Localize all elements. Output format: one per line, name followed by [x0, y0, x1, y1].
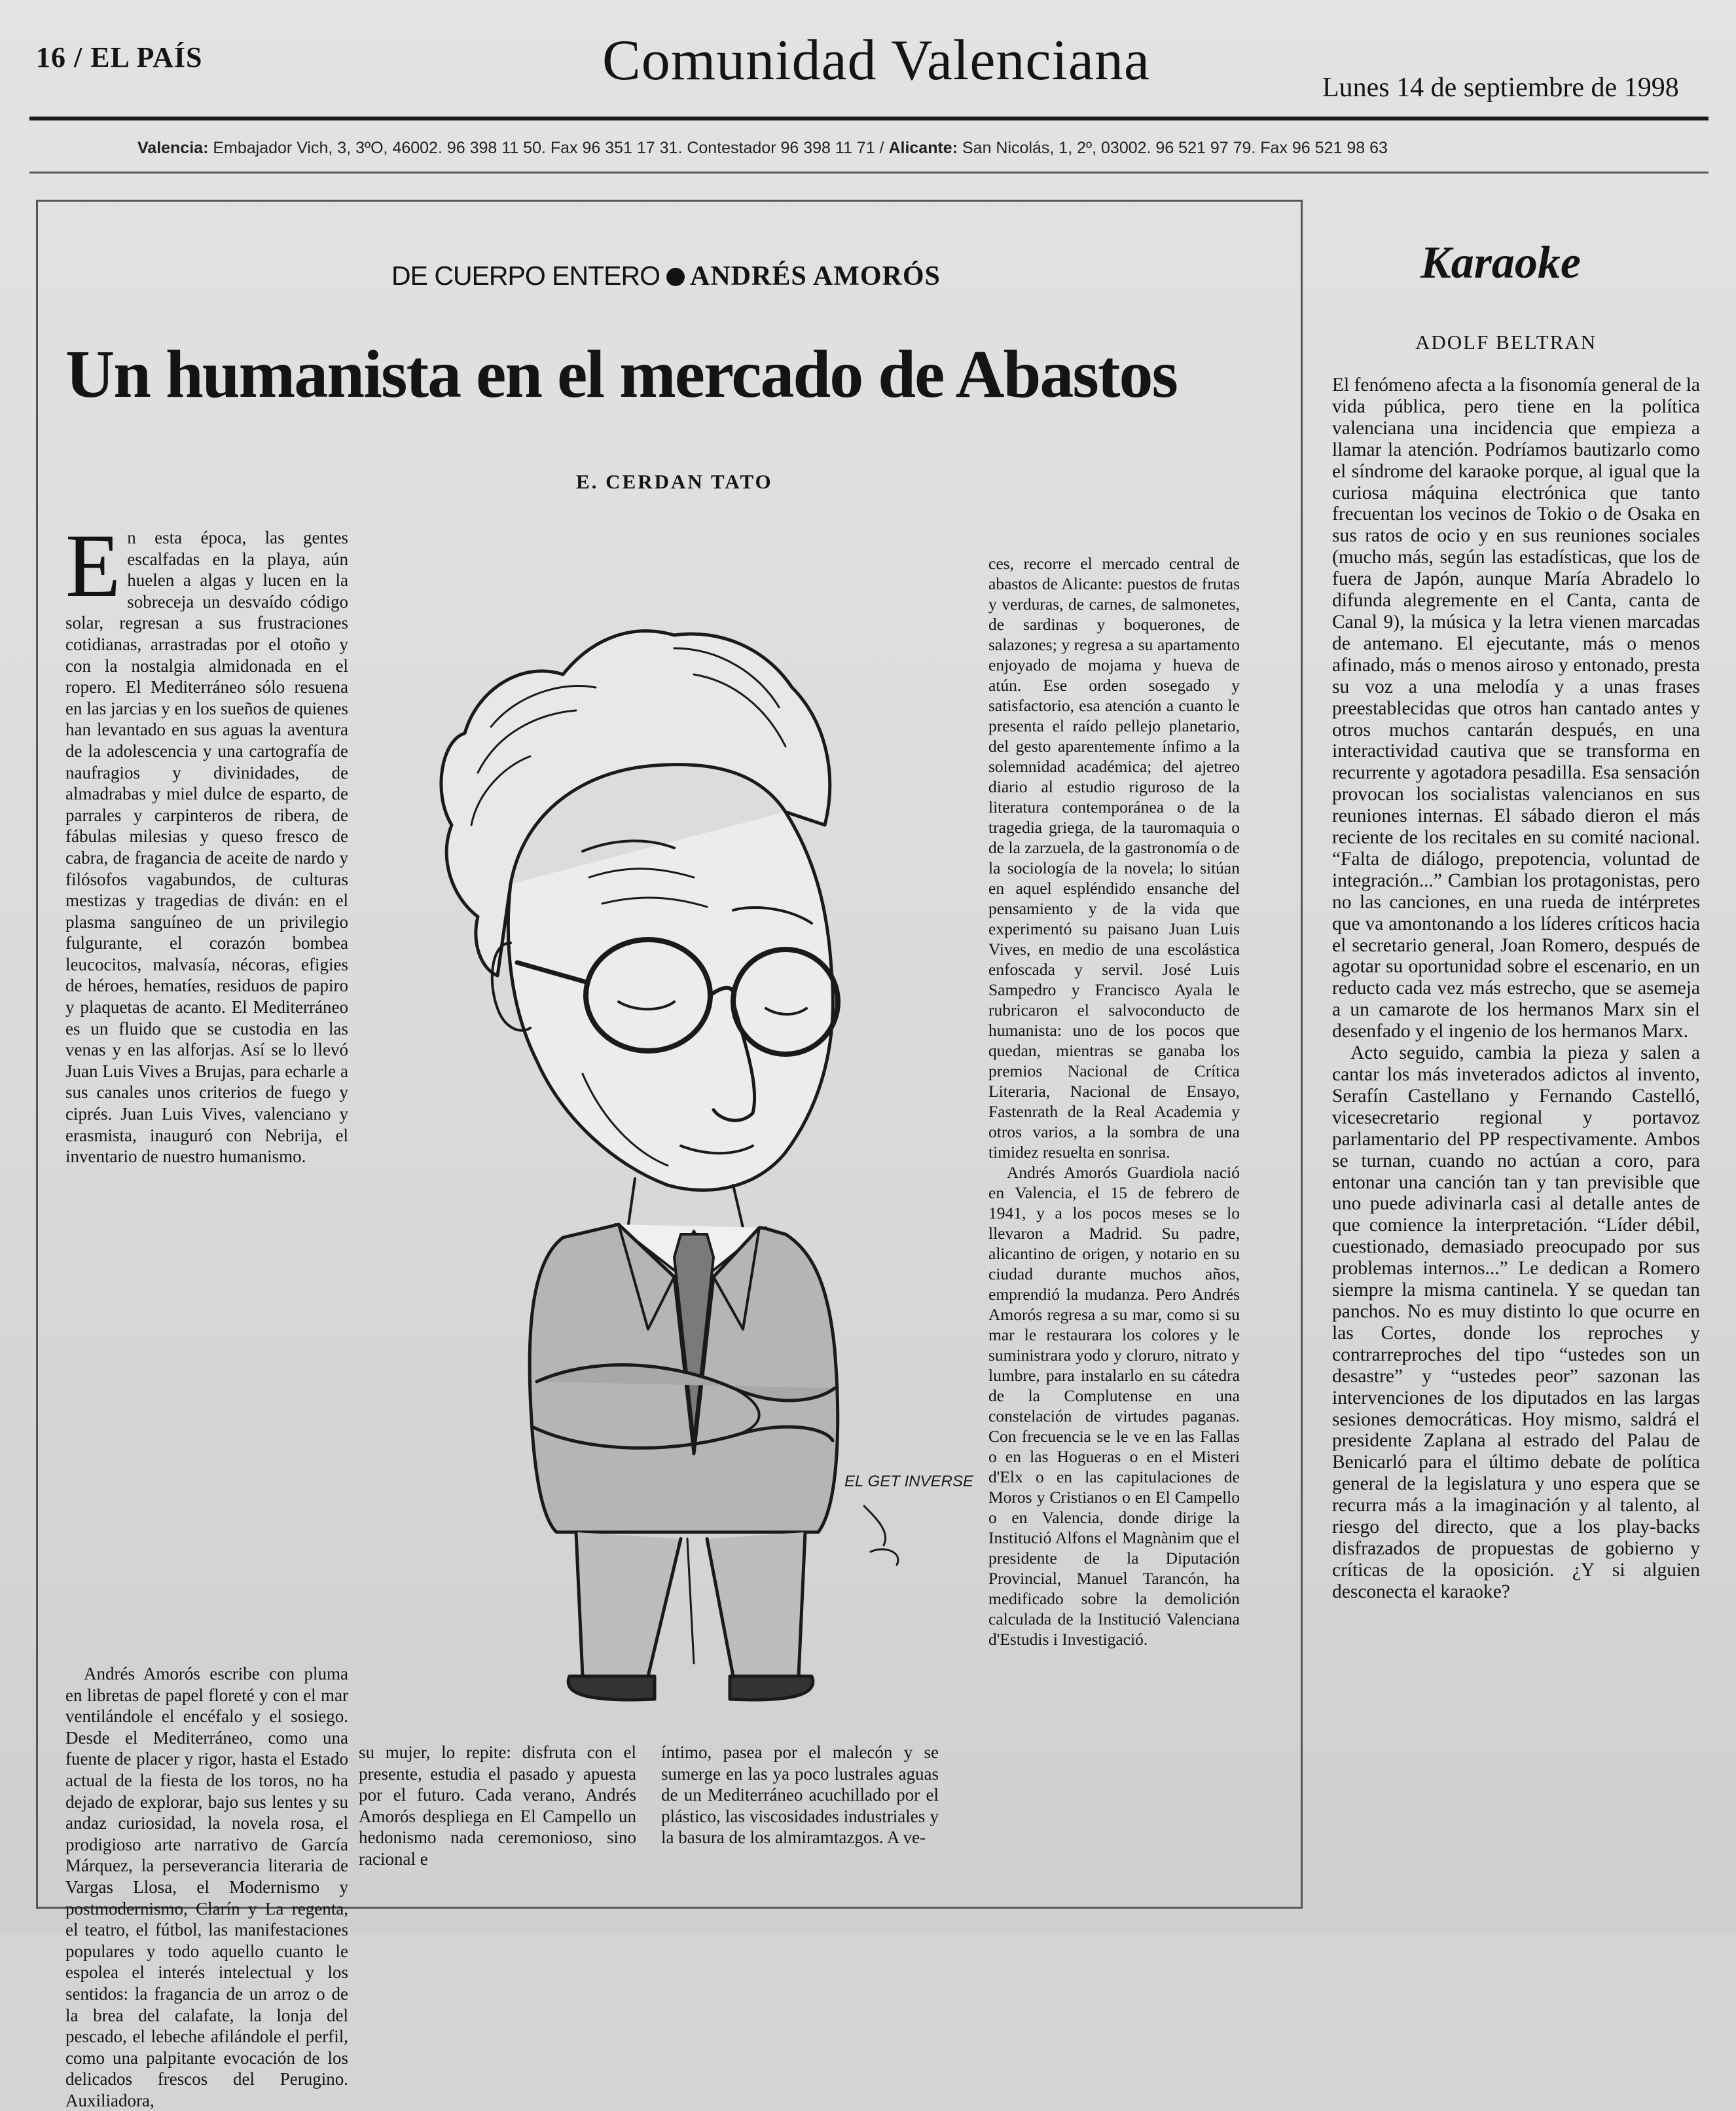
masthead-rule [29, 117, 1709, 120]
article-paragraph-6: Andrés Amorós Guardiola nació en Valencia, el 15 de febrero de 1941, y a los pocos meses se lo llevaron a Madrid. Su padre, alicantino de origen, y notario en su ciudad durante muchos años, emprendió la mudanza. Pero Andrés Amorós regresa a su mar, como si su mar le restaurara los colores y le suministrara yodo y cloruro, nitrato y lumbre, para instalarlo en su cátedra de la Complutense en una constelación de virtudes paganas. Con frecuencia se le ve en las Fallas o en las Hogueras o en el Misteri d'Elx o en las capitulaciones de Moros y Cristianos o en El Campello o en Valencia, donde dirige la Institució Alfons el Magnànim que el presidente de la Diputación Provincial, Manuel Tarancón, ha medificado sobre la demolición calculada de la Institució Valenciana d'Estudis i Investigació. [988, 1163, 1240, 1649]
sidebar-byline: ADOLF BELTRAN [1415, 331, 1597, 354]
contact-alicante: San Nicolás, 1, 2º, 03002. 96 521 97 79. Fax 96 521 98 63 [962, 139, 1388, 157]
kicker-section: DE CUERPO ENTERO [391, 261, 660, 291]
section-title: Comunidad Valenciana [602, 29, 1151, 92]
caricature-illustration [367, 576, 975, 1709]
article-byline: E. CERDAN TATO [576, 470, 773, 493]
article-paragraph-1: n esta época, las gentes escalfadas en la playa, aún huelen a algas y lucen en la sobreceja un desvaído código solar, regresan a sus frustraciones cotidianas, arrastradas por el otoño y con la nostalgia almidonada en el ropero. El Mediterráneo sólo resuena en las jarcias y en los sueños de quienes han levantado en sus aguas la aventura de la adolescencia y una cartografía de naufragios y divinidades, de almadrabas y miel dulce de esparto, de parrales y carpinteros de ribera, de fábulas milesias y queso fresco de cabra, de fragancia de aceite de nardo y filósofos vagabundos, de culturas mestizas y tragedias de diván: en el plasma sanguíneo de un privilegio fulgurante, el corazón bombea leucocitos, malvasía, nécoras, efigies de héroes, hematíes, residuos de papiro y plaquetas de acanto. El Mediterráneo es un fluido que se custodia en las venas y en las alforjas. Así se lo llevó Juan Luis Vives a Brujas, para echarle a sus canales unos criterios de fuego y ciprés. Juan Luis Vives, valenciano y erasmista, inauguró con Nebrija, el inventario de nuestro humanismo. [65, 528, 348, 1167]
kicker-name: ANDRÉS AMORÓS [690, 261, 941, 291]
contact-valencia-label: Valencia: [137, 139, 209, 157]
contact-line [137, 139, 1388, 158]
article-column-1-continued [65, 1663, 348, 2110]
bullet-icon [666, 268, 685, 286]
sidebar-paragraph-1: El fenómeno afecta a la fisonomía general de la vida pública, pero tiene en la política valenciana una incidencia que empieza a llamar la atención. Podríamos bautizarlo como el síndrome del karaoke porque, al igual que la curiosa máquina electrónica que tanto frecuentan los vecinos de Tokio o de Osaka en sus ratos de ocio y en sus reuniones sociales (mucho más, según las estadísticas, que los de fuera de Japón, aunque María Abradelo lo difunda alegremente en el Canta, canta de Canal 9), la música y la letra vienen marcadas de antemano. El ejecutante, más o menos afinado, más o menos airoso y entonado, presta su voz a una melodía y a unas frases preestablecidas que otros han cantado antes y otros muchos cantarán después, en una interactividad cautiva que se transforma en recurrente y agotadora pesadilla. Esa sensación provocan los socialistas valencianos en sus reuniones internas. El sábado dieron el más reciente de los recitales en su comité nacional. “Falta de diálogo, prepotencia, voluntad de integración...” Cambian los protagonistas, pero no las canciones, en una rueda de intérpretes que va amontonando a los líderes críticos hacia el secretario general, Joan Romero, después de agotar su oportunidad sobre el escenario, en un reducto cada vez más estrecho, que se asemeja a un camarote de los hermanos Marx sin el desenfado y el ingenio de los hermanos Marx. [1332, 375, 1700, 1042]
sidebar-title: Karaoke [1420, 238, 1581, 288]
illustration-signature: EL GET INVERSE [844, 1473, 973, 1490]
article-kicker [391, 261, 941, 292]
article-paragraph-4: íntimo, pasea por el malecón y se sumerge en las ya poco lustrales aguas de un Mediterráneo acuchillado por el plástico, las viscosidades industriales y la basura de los almiramtazgos. A ve- [661, 1742, 939, 1848]
article-paragraph-5: ces, recorre el mercado central de abastos de Alicante: puestos de frutas y verduras, de carnes, de salmonetes, de sardinas y boquerones, de salazones; y regresa a su apartamento enjoyado de mojama y hueva de atún. Ese orden sosegado y satisfactorio, esa atención a cuanto le presenta el raído pellejo planetario, del gesto aparentemente ínfimo a la solemnidad académica; del ajetreo diario al estudio riguroso de la literatura contemporánea o de la tragedia griega, de la tauromaquia o de la zarzuela, de la gastronomía o de la sociología de la novela; lo sitúan en aquel espléndido ensanche del pensamiento y de la vida que experimentó su paisano Juan Luis Vives, en medio de una escolástica enfoscada y servil. José Luis Sampedro y Francisco Ayala le rubricaron el salvoconducto de humanista: uno de los pocos que quedan, mientras se ganaba los premios Nacional de Crítica Literaria, Nacional de Ensayo, Fastenrath de la Real Academia y otros varios, a la sombra de una timidez resuelta en sonrisa. [988, 554, 1240, 1162]
article-paragraph-2: Andrés Amorós escribe con pluma en libretas de papel floreté y con el mar ventilándole el encéfalo y el sosiego. Desde el Mediterráneo, como una fuente de placer y rigor, hasta el Estado actual de la fiesta de los toros, no ha dejado de explorar, bajo sus lentes y su andaz curiosidad, la novela rosa, el prodigioso arte narrativo de García Márquez, la perseverancia literaria de Vargas Llosa, el Modernismo y postmodernismo, Clarín y La regenta, el teatro, el fútbol, las manifestaciones populares y todo aquello cuanto le espolea el interés intelectual y los sentidos: la fragancia de un arroz o de la brea del calafate, la lonja del pescado, el lebeche afilándole el perfil, como una palpitante evocación de los delicados frescos del Perugino. Auxiliadora, [65, 1664, 348, 2110]
article-headline: Un humanista en el mercado de Abastos [65, 337, 1178, 412]
contact-rule [29, 172, 1709, 174]
article-column-4 [988, 553, 1240, 1882]
contact-valencia: Embajador Vich, 3, 3ºO, 46002. 96 398 11 50. Fax 96 351 17 31. Contestador 96 398 11 71 / [213, 139, 884, 157]
drop-cap: E [65, 515, 121, 615]
page-folio: 16 / EL PAÍS [36, 41, 203, 73]
article-column-2 [359, 1742, 636, 1879]
sidebar-paragraph-2: Acto seguido, cambia la pieza y salen a cantar los más inveterados adictos al invento, Serafín Castellano y Fernando Castelló, vicesecretario regional y portavoz parlamentario del PP respectivamente. Ambos se turnan, cuando no actúan a coro, para entonar una canción tan y tan previsible que uno puede adivinarla casi al detalle antes de que comience la interpretación. “Líder débil, cuestionado, demasiado preocupado por sus problemas internos...” Le dedican a Romero siempre la misma cantinela. Y se quedan tan panchos. No es muy distinto lo que ocurre en las Cortes, donde los reproches y contrarreproches del tipo “ustedes son un desastre” y “ustedes peor” sazonan las intervenciones de los diputados en las largas sesiones democráticas. Hoy mismo, saldrá el presidente Zaplana al estrado del Palau de Benicarló para el último debate de política general de la legislatura y uno espera que se recurra más a la imaginación y al talento, al riesgo del directo, que a los play-backs disfrazados de propuestas de gobierno y críticas de la oposición. ¿Y si alguien desconecta el karaoke? [1332, 1042, 1700, 1602]
issue-date: Lunes 14 de septiembre de 1998 [1322, 73, 1679, 103]
article-column-1 [65, 515, 348, 1657]
article-paragraph-3: su mujer, lo repite: disfruta con el presente, estudia el pasado y apuesta por el futuro. Cada verano, Andrés Amorós despliega en El Campello un hedonismo nada ceremonioso, sino racional e [359, 1742, 636, 1869]
contact-alicante-label: Alicante: [888, 139, 958, 157]
article-column-3 [661, 1742, 939, 1879]
sidebar-column [1332, 375, 1700, 1926]
